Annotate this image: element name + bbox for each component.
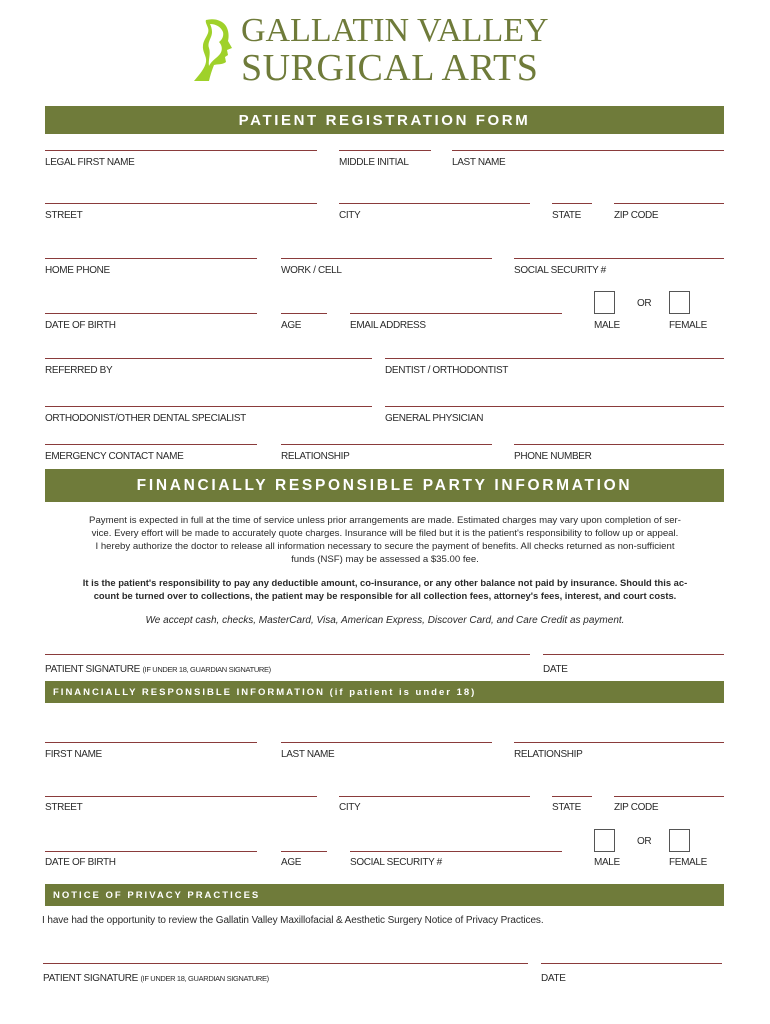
- resp-dob-field[interactable]: [45, 851, 257, 852]
- resp-city-field[interactable]: [339, 796, 530, 797]
- resp-first-name-label: FIRST NAME: [45, 749, 102, 760]
- male-checkbox[interactable]: [594, 291, 615, 314]
- age-label: AGE: [281, 320, 302, 331]
- resp-zip-label: ZIP CODE: [614, 802, 659, 813]
- state-label: STATE: [552, 210, 581, 221]
- phone-number-label: PHONE NUMBER: [514, 451, 592, 462]
- general-physician-field[interactable]: [385, 406, 724, 407]
- zip-label: ZIP CODE: [614, 210, 659, 221]
- legal-first-name-field[interactable]: [45, 150, 317, 151]
- emergency-contact-label: EMERGENCY CONTACT NAME: [45, 451, 184, 462]
- guardian-note: (IF UNDER 18, GUARDIAN SIGNATURE): [142, 665, 271, 674]
- privacy-statement: I have had the opportunity to review the Gallatin Valley Maxillofacial & Aesthetic Surgery Notice of Privacy Practices.: [42, 915, 544, 926]
- resp-dob-label: DATE OF BIRTH: [45, 857, 116, 868]
- resp-first-name-field[interactable]: [45, 742, 257, 743]
- male-label: MALE: [594, 320, 620, 331]
- street-field[interactable]: [45, 203, 317, 204]
- middle-initial-label: MIDDLE INITIAL: [339, 157, 409, 168]
- ssn-label: SOCIAL SECURITY #: [514, 265, 606, 276]
- payment-paragraph-1: Payment is expected in full at the time of service unless prior arrangements are made. Estimated charges may vary upon completion of ser-: [89, 515, 681, 526]
- payment-paragraph-3: I hereby authorize the doctor to release all information necessary to secure the payment of benefits. All checks returned as non-sufficient: [95, 541, 675, 552]
- resp-last-name-label: LAST NAME: [281, 749, 335, 760]
- resp-street-label: STREET: [45, 802, 83, 813]
- or-label: OR: [637, 298, 652, 309]
- ssn-field[interactable]: [514, 258, 724, 259]
- resp-relationship-label: RELATIONSHIP: [514, 749, 583, 760]
- resp-female-checkbox[interactable]: [669, 829, 690, 852]
- phone-number-field[interactable]: [514, 444, 724, 445]
- responsible-header: FINANCIALLY RESPONSIBLE INFORMATION (if patient is under 18): [45, 681, 724, 703]
- resp-female-label: FEMALE: [669, 857, 707, 868]
- patient-signature-text: PATIENT SIGNATURE: [45, 664, 140, 675]
- resp-street-field[interactable]: [45, 796, 317, 797]
- female-checkbox[interactable]: [669, 291, 690, 314]
- relationship-label: RELATIONSHIP: [281, 451, 350, 462]
- city-label: CITY: [339, 210, 361, 221]
- relationship-field[interactable]: [281, 444, 492, 445]
- privacy-signature-field[interactable]: [43, 963, 528, 964]
- email-label: EMAIL ADDRESS: [350, 320, 426, 331]
- privacy-date-field[interactable]: [541, 963, 722, 964]
- responsibility-bold-1: It is the patient's responsibility to pay any deductible amount, co-insurance, or any other balance not paid by insurance. Should this ac-: [82, 577, 688, 588]
- responsibility-bold-2: count be turned over to collections, the patient may be responsible for all collection fees, attorney's fees, interest, and court costs.: [93, 590, 677, 601]
- street-label: STREET: [45, 210, 83, 221]
- work-cell-label: WORK / CELL: [281, 265, 342, 276]
- general-physician-label: GENERAL PHYSICIAN: [385, 413, 484, 424]
- resp-age-field[interactable]: [281, 851, 327, 852]
- legal-first-name-label: LEGAL FIRST NAME: [45, 157, 135, 168]
- privacy-signature-label: [43, 973, 269, 984]
- patient-signature-field[interactable]: [45, 654, 530, 655]
- zip-field[interactable]: [614, 203, 724, 204]
- emergency-contact-field[interactable]: [45, 444, 257, 445]
- age-field[interactable]: [281, 313, 327, 314]
- work-cell-field[interactable]: [281, 258, 492, 259]
- middle-initial-field[interactable]: [339, 150, 431, 151]
- registration-header: PATIENT REGISTRATION FORM: [45, 106, 724, 134]
- resp-or-label: OR: [637, 836, 652, 847]
- logo-line-1: GALLATIN VALLEY: [241, 12, 549, 49]
- orthodontist-field[interactable]: [45, 406, 372, 407]
- referred-by-field[interactable]: [45, 358, 372, 359]
- dob-field[interactable]: [45, 313, 257, 314]
- home-phone-label: HOME PHONE: [45, 265, 110, 276]
- dentist-label: DENTIST / ORTHODONTIST: [385, 365, 509, 376]
- patient-signature-label: [45, 664, 271, 675]
- dentist-field[interactable]: [385, 358, 724, 359]
- payment-paragraph-4: funds (NSF) may be assessed a $35.00 fee.: [291, 554, 479, 565]
- last-name-label: LAST NAME: [452, 157, 506, 168]
- payment-methods-note: We accept cash, checks, MasterCard, Visa, American Express, Discover Card, and Care Credit as payment.: [145, 615, 625, 626]
- logo-line-2: SURGICAL ARTS: [241, 47, 539, 89]
- referred-by-label: REFERRED BY: [45, 365, 113, 376]
- resp-ssn-label: SOCIAL SECURITY #: [350, 857, 442, 868]
- resp-zip-field[interactable]: [614, 796, 724, 797]
- payment-paragraph-2: vice. Every effort will be made to accurately quote charges. Insurance will be filed but it is the patient's responsibility to follow up or appeal.: [91, 528, 679, 539]
- privacy-guardian-note: (IF UNDER 18, GUARDIAN SIGNATURE): [140, 974, 269, 983]
- resp-last-name-field[interactable]: [281, 742, 492, 743]
- signature-date-label: DATE: [543, 664, 568, 675]
- privacy-signature-text: PATIENT SIGNATURE: [43, 973, 138, 984]
- resp-state-field[interactable]: [552, 796, 592, 797]
- resp-ssn-field[interactable]: [350, 851, 562, 852]
- resp-city-label: CITY: [339, 802, 361, 813]
- resp-male-checkbox[interactable]: [594, 829, 615, 852]
- resp-age-label: AGE: [281, 857, 302, 868]
- signature-date-field[interactable]: [543, 654, 724, 655]
- privacy-date-label: DATE: [541, 973, 566, 984]
- resp-male-label: MALE: [594, 857, 620, 868]
- financial-header: FINANCIALLY RESPONSIBLE PARTY INFORMATION: [45, 469, 724, 502]
- state-field[interactable]: [552, 203, 592, 204]
- female-label: FEMALE: [669, 320, 707, 331]
- dob-label: DATE OF BIRTH: [45, 320, 116, 331]
- resp-relationship-field[interactable]: [514, 742, 724, 743]
- home-phone-field[interactable]: [45, 258, 257, 259]
- last-name-field[interactable]: [452, 150, 724, 151]
- orthodontist-label: ORTHODONIST/OTHER DENTAL SPECIALIST: [45, 413, 246, 424]
- city-field[interactable]: [339, 203, 530, 204]
- privacy-header: NOTICE OF PRIVACY PRACTICES: [45, 884, 724, 906]
- resp-state-label: STATE: [552, 802, 581, 813]
- email-field[interactable]: [350, 313, 562, 314]
- face-profile-leaf-icon: [192, 18, 238, 82]
